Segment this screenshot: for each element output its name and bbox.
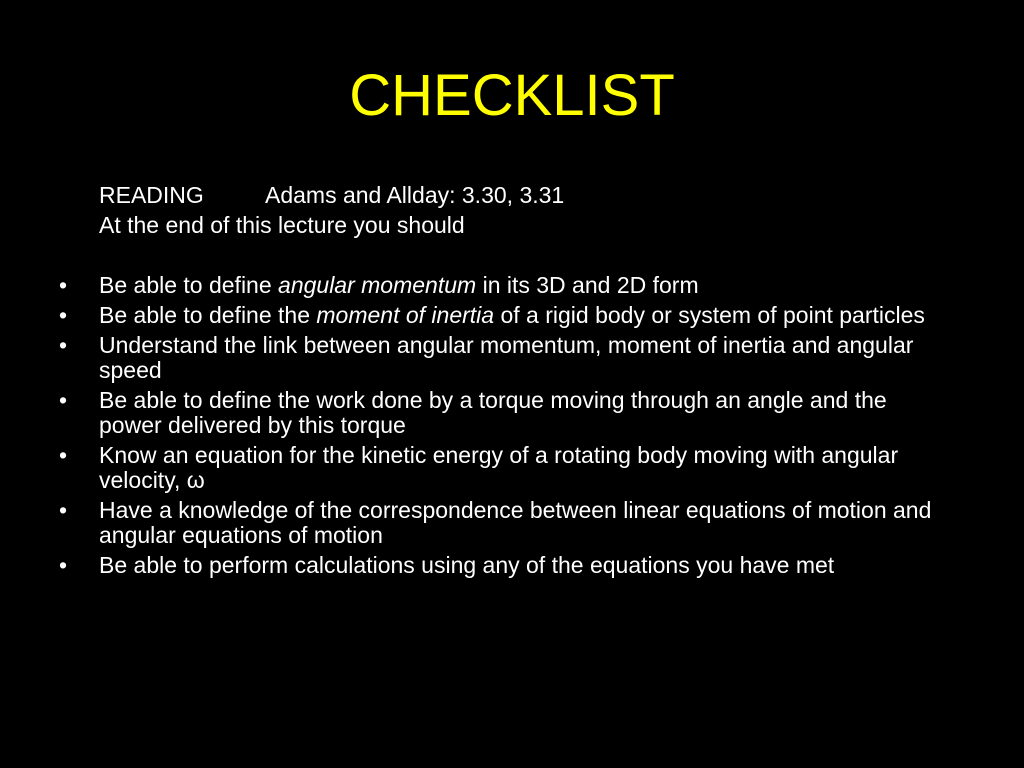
- intro-text: At the end of this lecture you should: [99, 212, 465, 238]
- bullet-icon: •: [59, 387, 68, 413]
- checklist-item: [0, 303, 1024, 328]
- checklist-item: [0, 498, 1024, 548]
- bullet-icon: •: [59, 497, 68, 523]
- item-text: Understand the link between angular momentum, moment of inertia and angular speed: [99, 332, 914, 383]
- item-text-after: of a rigid body or system of point particles: [494, 302, 925, 328]
- bullet-icon: •: [59, 302, 68, 328]
- slide-title: CHECKLIST: [349, 63, 675, 128]
- item-text: Know an equation for the kinetic energy of a rotating body moving with angular velocity, ω: [99, 442, 899, 493]
- bullet-icon: •: [59, 272, 68, 298]
- checklist-item: [0, 443, 1024, 493]
- checklist-item: [0, 388, 1024, 438]
- bullet-icon: •: [59, 552, 68, 578]
- checklist-item: [0, 553, 1024, 578]
- checklist-item: [0, 333, 1024, 383]
- item-text-before: Be able to define: [99, 272, 279, 298]
- bullet-icon: •: [59, 332, 68, 358]
- item-text: Be able to define the work done by a torque moving through an angle and the power delivered by this torque: [99, 387, 887, 438]
- item-text-emphasis: angular momentum: [278, 272, 477, 298]
- item-text-after: in its 3D and 2D form: [476, 272, 699, 298]
- checklist-item: [0, 273, 1024, 298]
- checklist: [0, 273, 1024, 583]
- reading-label: READING: [99, 182, 204, 208]
- item-text-before: Be able to define the: [99, 302, 317, 328]
- item-text: Have a knowledge of the correspondence between linear equations of motion and angular equations of motion: [99, 497, 932, 548]
- reading-line: [99, 180, 564, 210]
- item-text-emphasis: moment of inertia: [316, 302, 495, 328]
- bullet-icon: •: [59, 442, 68, 468]
- item-text: Be able to perform calculations using any of the equations you have met: [99, 552, 835, 578]
- reading-reference: Adams and Allday: 3.30, 3.31: [265, 182, 565, 208]
